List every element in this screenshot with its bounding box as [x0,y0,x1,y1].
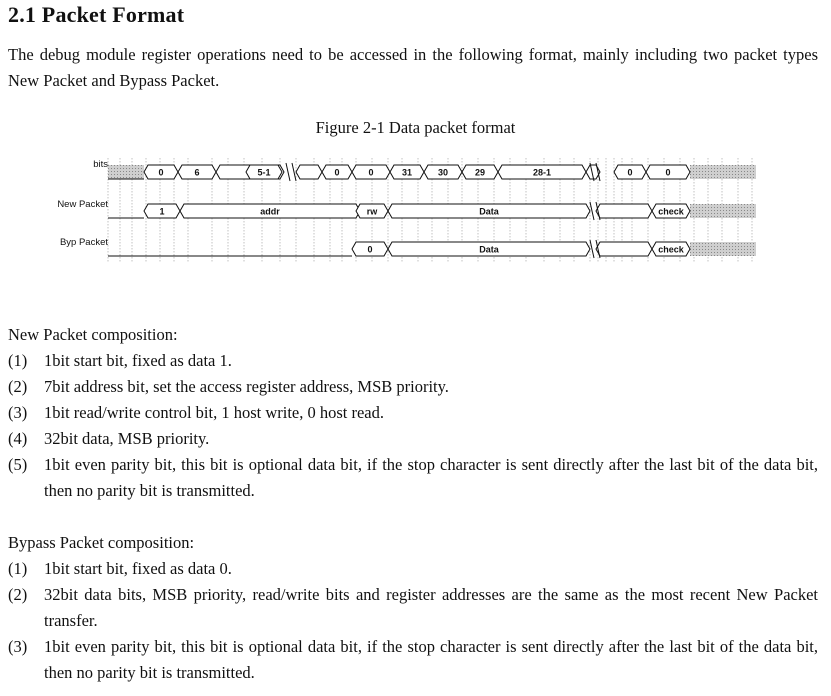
field-label: 6 [194,167,200,178]
new-packet-item-text: 32bit data, MSB priority. [44,429,210,448]
field-label: 0 [627,167,633,178]
break-marker [286,163,290,181]
break-marker [292,163,296,181]
new-packet-item-text: 1bit read/write control bit, 1 host write, 0 host read. [44,403,385,422]
new-packet-item-text: 1bit start bit, fixed as data 1. [44,351,232,370]
new-packet-item [8,374,818,400]
bypass-packet-item-number: (2) [8,585,28,604]
field-label: check [658,206,684,217]
row-label: bits [93,159,108,170]
field-label: check [658,244,684,255]
idle-region [690,204,756,218]
field-label: 0 [158,167,164,178]
field-label: 31 [401,167,413,178]
field-label: 0 [368,167,374,178]
bus-segment [596,242,652,256]
packet-format-diagram [0,150,831,270]
field-label: addr [260,206,280,217]
field-label: 0 [334,167,340,178]
new-packet-item-text: 7bit address bit, set the access register address, MSB priority. [44,377,449,396]
new-packet-item [8,400,818,426]
bypass-packet-row [60,237,756,258]
new-packet-item-number: (5) [8,455,28,474]
bypass-packet-item-number: (3) [8,637,28,656]
row-label: New Packet [57,199,108,210]
field-label: 5-1 [257,167,271,178]
section-heading: 2.1 Packet Format [8,2,185,27]
field-label: Data [479,244,499,255]
idle-region [690,242,756,256]
bypass-packet-title: Bypass Packet composition: [8,533,195,552]
bypass-packet-item-text: 32bit data bits, MSB priority, read/write bits and register addresses are the same as the most recent New Packet transfer. [44,585,818,630]
bypass-packet-section [8,530,818,686]
new-packet-row [57,199,756,220]
bypass-packet-item-text: 1bit even parity bit, this bit is optional data bit, if the stop character is sent directly after the last bit of the data bit, then no parity bit is transmitted. [44,637,818,682]
figure-caption: Figure 2-1 Data packet format [315,118,516,137]
field-label: 0 [367,244,373,255]
intro-paragraph: The debug module register operations need to be accessed in the following format, mainly including two packet types New Packet and Bypass Packet. [8,45,818,90]
field-label: 30 [437,167,449,178]
break-marker [590,240,594,258]
bus-segment [296,165,322,179]
new-packet-section [8,322,818,504]
bypass-packet-item-number: (1) [8,559,28,578]
new-packet-item-number: (4) [8,429,28,448]
field-label: 29 [474,167,486,178]
field-label: Data [479,206,499,217]
row-label: Byp Packet [59,237,108,248]
field-label: rw [366,206,378,217]
bypass-packet-item [8,634,818,686]
idle-region [108,165,144,179]
new-packet-item [8,348,818,374]
new-packet-item [8,426,818,452]
bits-row [93,159,756,181]
bus-segment [596,204,652,218]
field-label: 0 [665,167,671,178]
field-label: 28-1 [532,167,552,178]
idle-region [690,165,756,179]
new-packet-item-number: (3) [8,403,28,422]
bypass-packet-item-text: 1bit start bit, fixed as data 0. [44,559,232,578]
new-packet-item-number: (2) [8,377,28,396]
bypass-packet-item [8,582,818,634]
new-packet-item [8,452,818,504]
new-packet-title: New Packet composition: [8,325,178,344]
break-marker [590,202,594,220]
new-packet-item-text: 1bit even parity bit, this bit is optional data bit, if the stop character is sent directly after the last bit of the data bit, then no parity bit is transmitted. [44,455,818,500]
bypass-packet-item [8,556,818,582]
new-packet-item-number: (1) [8,351,28,370]
field-label: 1 [159,206,165,217]
